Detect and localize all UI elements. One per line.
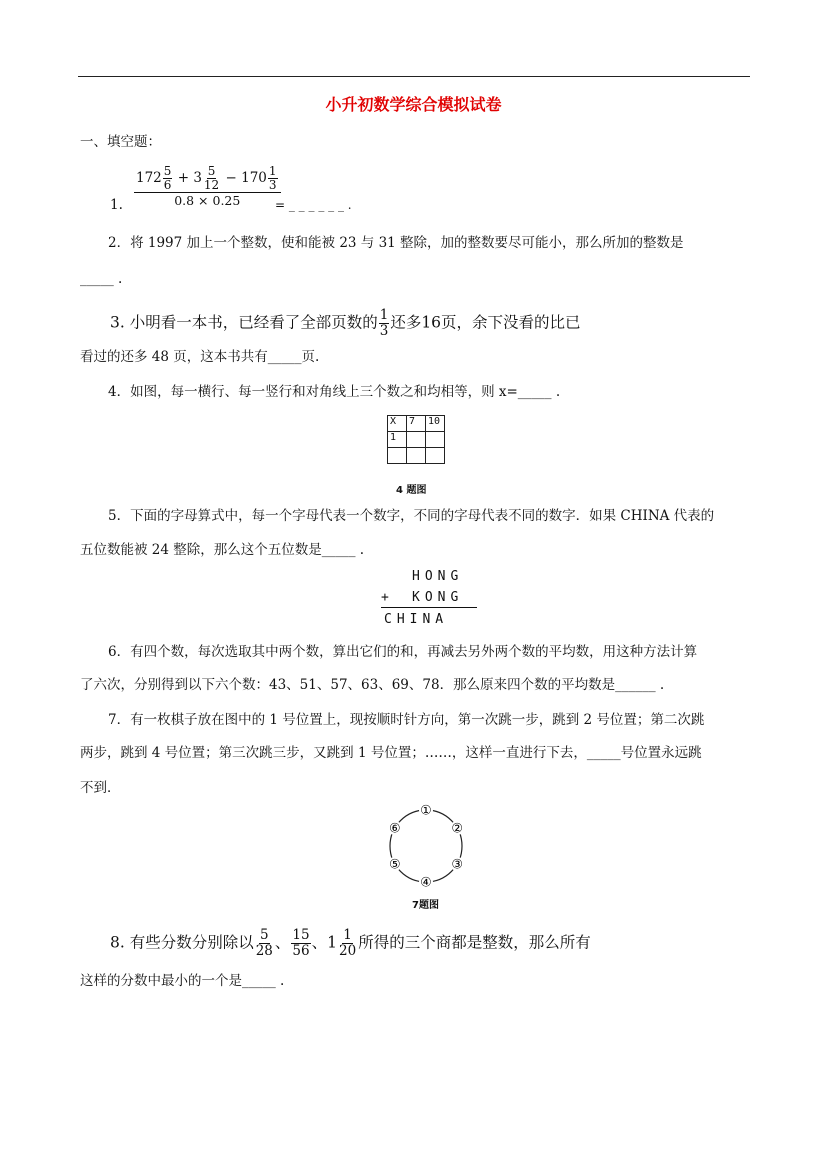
q8-line2: 这样的分数中最小的一个是_____ . <box>80 973 285 989</box>
q1-answer-blank: = _ _ _ _ _ _ . <box>275 198 352 212</box>
position-label: ③ <box>451 857 464 873</box>
q2-line2: _____ . <box>80 271 123 287</box>
grid-cell: 7 <box>407 416 426 432</box>
q7-caption: 7题图 <box>412 900 439 911</box>
grid-cell: 1 <box>388 432 407 448</box>
q1-expression <box>134 165 281 208</box>
q3-frac-den: 3 <box>379 323 389 339</box>
q1-f1-num: 5 <box>163 164 172 178</box>
q8-f1-den: 28 <box>255 943 273 959</box>
q1-whole-3: 170 <box>241 170 267 186</box>
grid-cell <box>426 448 445 464</box>
q1-op1: + <box>177 170 190 186</box>
q8-whole-3: 1 <box>327 933 337 952</box>
q3-line1 <box>110 308 581 339</box>
q8-pre: 8. 有些分数分别除以 <box>110 933 254 952</box>
q1-denominator: 0.8 × 0.25 <box>174 193 241 208</box>
q1-f3-num: 1 <box>268 164 277 178</box>
q8-f2-num: 15 <box>292 927 310 943</box>
q5-addend-2: KONG <box>412 590 464 605</box>
grid-cell: X <box>388 416 407 432</box>
q5-line2: 五位数能被 24 整除，那么这个五位数是_____ . <box>80 542 365 558</box>
q8-sep2: 、 <box>311 933 328 952</box>
q8-f3-den: 20 <box>339 943 357 959</box>
q8-f2-den: 56 <box>292 943 310 959</box>
q5-plus-sign: + <box>381 590 394 605</box>
grid-cell <box>426 432 445 448</box>
q4-magic-square <box>387 415 445 464</box>
q8-sep1: 、 <box>274 933 291 952</box>
q3-frac-num: 1 <box>379 307 389 323</box>
q8-post: 所得的三个商都是整数，那么所有 <box>358 933 591 952</box>
q1-whole-2: 3 <box>193 170 202 186</box>
q5-sum-line <box>381 607 477 608</box>
grid-cell <box>407 448 426 464</box>
section-heading: 一、填空题： <box>80 134 161 150</box>
q3-pre: 3. 小明看一本书，已经看了全部页数的 <box>110 313 378 332</box>
q4-caption: 4 题图 <box>396 485 427 496</box>
q1-f3-den: 3 <box>268 178 277 192</box>
q7-line2: 两步，跳到 4 号位置；第三次跳三步，又跳到 1 号位置；……，这样一直进行下去，_____号位置永远跳 <box>80 745 702 761</box>
q7-line3: 不到． <box>80 780 121 796</box>
q8-f3-num: 1 <box>343 927 352 943</box>
grid-cell <box>388 448 407 464</box>
position-label: ⑤ <box>388 857 401 873</box>
q3-line2: 看过的还多 48 页，这本书共有_____页. <box>80 349 320 365</box>
position-label: ① <box>420 803 432 819</box>
q5-sum: CHINA <box>384 612 449 627</box>
position-label: ② <box>451 821 464 837</box>
grid-cell <box>407 432 426 448</box>
q1-f2-den: 12 <box>203 178 220 192</box>
header-rule <box>78 76 750 77</box>
grid-cell: 10 <box>426 416 445 432</box>
q7-circle-diagram <box>380 800 472 892</box>
q7-line1: 7．有一枚棋子放在图中的 1 号位置上，现按顺时针方向，第一次跳一步，跳到 2 号位置；第二次跳 <box>108 712 705 728</box>
page-title: 小升初数学综合模拟试卷 <box>325 95 502 114</box>
q5-line1: 5．下面的字母算式中，每一个字母代表一个数字，不同的字母代表不同的数字．如果 CHINA 代表的 <box>108 508 715 524</box>
q8-line1 <box>110 928 591 959</box>
q8-f1-num: 5 <box>260 927 269 943</box>
q2-line1: 2．将 1997 加上一个整数，使和能被 23 与 31 整除，加的整数要尽可能小，那么所加的整数是 <box>108 235 684 251</box>
q3-post: 还多16页，余下没看的比已 <box>390 313 581 332</box>
q4-text: 4．如图，每一横行、每一竖行和对角线上三个数之和均相等，则 x=_____ . <box>108 384 561 400</box>
q1-number: 1. <box>110 197 123 213</box>
position-label: ④ <box>420 875 432 891</box>
q6-line1: 6．有四个数，每次选取其中两个数，算出它们的和，再减去另外两个数的平均数，用这种方法计算 <box>108 644 698 660</box>
position-label: ⑥ <box>388 821 401 837</box>
q1-op2: − <box>225 170 237 186</box>
q1-f2-num: 5 <box>207 164 216 178</box>
q6-line2: 了六次，分别得到以下六个数：43、51、57、63、69、78．那么原来四个数的平均数是______ . <box>80 677 665 693</box>
q1-whole-1: 172 <box>136 170 162 186</box>
q5-addend-1: HONG <box>412 569 464 584</box>
q1-f1-den: 6 <box>163 178 172 192</box>
